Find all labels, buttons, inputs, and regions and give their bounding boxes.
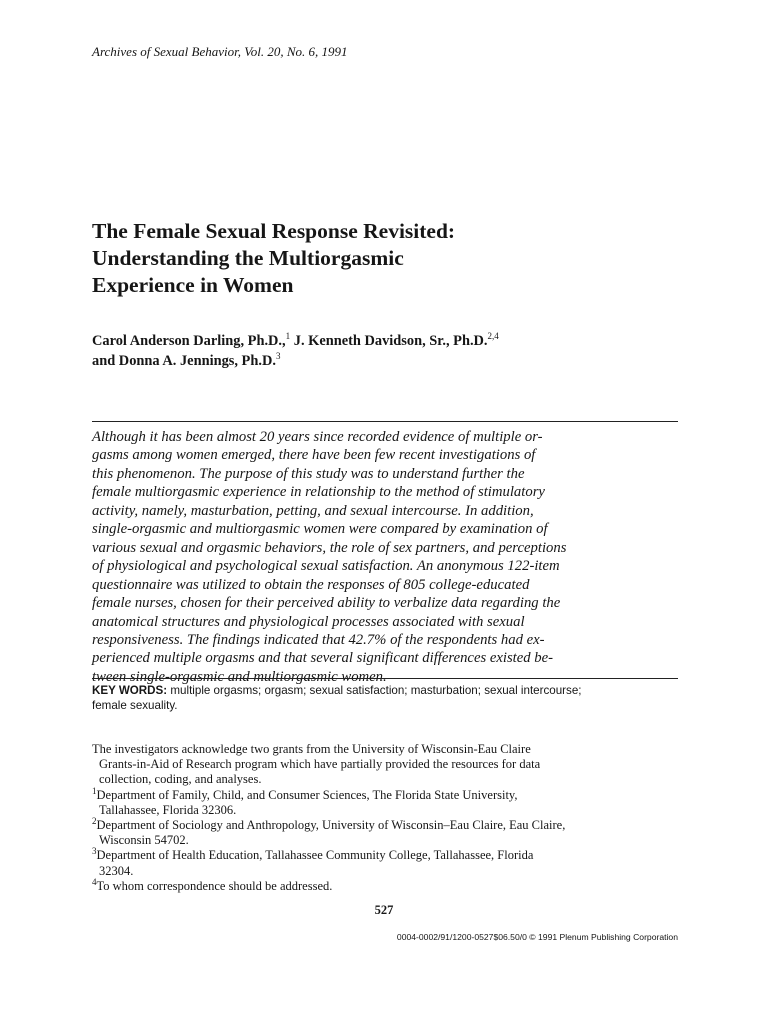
footnote-text: 32304. (99, 863, 134, 878)
footnote-1 (92, 785, 678, 803)
abstract-line: perienced multiple orgasms and that several significant differences existed be- (92, 650, 554, 667)
abstract-line: of physiological and psychological sexual satisfaction. An anonymous 122-item (92, 558, 560, 575)
author-name: and Donna A. Jennings, Ph.D. (92, 353, 276, 369)
abstract-line: questionnaire was utilized to obtain the responses of 805 college-educated (92, 576, 530, 593)
acknowledgment-line: The investigators acknowledge two grants from the University of Wisconsin-Eau Claire (92, 742, 531, 756)
title-line: Understanding the Multiorgasmic (92, 246, 404, 270)
author-line (92, 331, 682, 351)
footnote-4 (92, 876, 678, 894)
author-name: J. Kenneth Davidson, Sr., Ph.D. (293, 333, 488, 349)
affiliation-mark: 2,4 (487, 331, 499, 342)
abstract-line: single-orgasmic and multiorgasmic women were compared by examination of (92, 521, 548, 538)
abstract-line: female multiorgasmic experience in relationship to the method of stimulatory (92, 484, 545, 501)
keywords-text: female sexuality. (92, 699, 178, 712)
abstract-line: tween single-orgasmic and multiorgasmic women. (92, 668, 387, 685)
abstract-line: activity, namely, masturbation, petting, and sexual intercourse. In addition, (92, 502, 534, 519)
keywords-text: multiple orgasms; orgasm; sexual satisfaction; masturbation; sexual intercourse; (170, 684, 582, 697)
copyright-notice: 0004-0002/91/1200-0527$06.50/0 © 1991 Plenum Publishing Corporation (396, 932, 678, 942)
title-line: Experience in Women (92, 273, 294, 297)
divider (92, 678, 678, 679)
footnote-mark: 1 (92, 785, 97, 796)
footnote-text: Department of Sociology and Anthropology, University of Wisconsin–Eau Claire, Eau Claire, (96, 818, 566, 833)
page-number: 527 (374, 903, 394, 917)
abstract-line: various sexual and orgasmic behaviors, the role of sex partners, and perceptions (92, 539, 567, 556)
title-line: The Female Sexual Response Revisited: (92, 219, 456, 243)
footnote-text: Department of Health Education, Tallahassee Community College, Tallahassee, Florida (96, 848, 534, 863)
author-name: Carol Anderson Darling, Ph.D., (92, 333, 286, 349)
abstract-line: this phenomenon. The purpose of this study was to understand further the (92, 465, 525, 482)
abstract (92, 428, 678, 686)
footnote-mark: 3 (92, 846, 97, 857)
affiliation-mark: 3 (275, 351, 281, 362)
author-line (92, 351, 682, 371)
abstract-line: gasms among women emerged, there have been few recent investigations of (92, 447, 536, 464)
footnote-text: Wisconsin 54702. (99, 833, 189, 848)
footnote-mark: 2 (92, 815, 97, 826)
footnote-3 (92, 848, 678, 863)
footnote-text: Tallahassee, Florida 32306. (99, 802, 237, 817)
affiliation-mark: 1 (285, 331, 291, 342)
article-title (92, 218, 652, 299)
keywords-label: KEY WORDS: (92, 684, 168, 697)
footnote-text: To whom correspondence should be addressed. (96, 878, 333, 893)
abstract-line: responsiveness. The findings indicated that 42.7% of the respondents had ex- (92, 631, 545, 648)
abstract-line: Although it has been almost 20 years since recorded evidence of multiple or- (92, 429, 543, 445)
footnote-mark: 4 (92, 876, 97, 887)
footnotes (92, 742, 678, 894)
keywords (92, 683, 678, 713)
journal-citation: Archives of Sexual Behavior, Vol. 20, No. 6, 1991 (92, 44, 348, 59)
footnote-text: Department of Family, Child, and Consumer Sciences, The Florida State University, (96, 787, 518, 802)
footnote-2 (92, 815, 678, 833)
author-list (92, 331, 682, 371)
acknowledgment-line: collection, coding, and analyses. (99, 772, 262, 787)
abstract-line: anatomical structures and physiological processes associated with sexual (92, 613, 525, 630)
acknowledgment-line: Grants-in-Aid of Research program which have partially provided the resources for data (99, 757, 541, 772)
abstract-line: female nurses, chosen for their perceived ability to verbalize data regarding the (92, 595, 561, 612)
divider (92, 421, 678, 422)
